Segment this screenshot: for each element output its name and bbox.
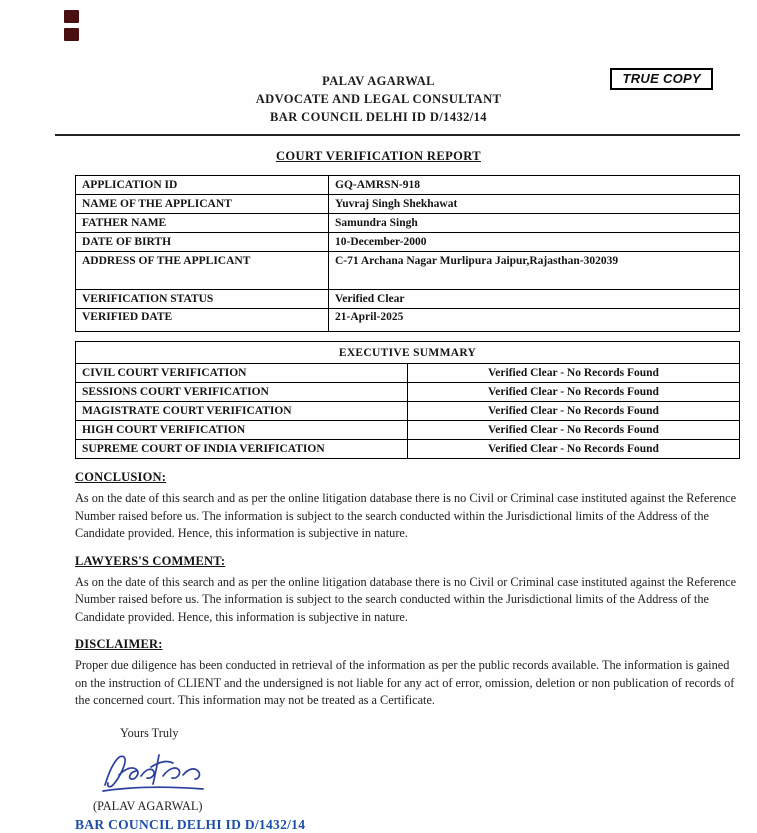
field-value: C-71 Archana Nagar Murlipura Jaipur,Rajasthan-302039 [329, 252, 740, 290]
verification-result: Verified Clear - No Records Found [408, 402, 740, 421]
verification-result: Verified Clear - No Records Found [408, 383, 740, 402]
verification-result: Verified Clear - No Records Found [408, 421, 740, 440]
field-label: DATE OF BIRTH [76, 233, 329, 252]
field-label: NAME OF THE APPLICANT [76, 195, 329, 214]
section-body: Proper due diligence has been conducted in retrieval of the information as per the public records available. The information is gained on the instruction of CLIENT and the undersigned is not liable for any act of error, omission, deletion or non publication of records of the concerned court. This information may not be treated as a Certificate. [75, 658, 735, 707]
verification-label: SESSIONS COURT VERIFICATION [76, 383, 408, 402]
document-body [75, 175, 740, 833]
report-title: COURT VERIFICATION REPORT [276, 149, 481, 164]
table-row [76, 252, 740, 290]
field-label: VERIFIED DATE [76, 309, 329, 332]
table-row [76, 421, 740, 440]
table-row [76, 195, 740, 214]
table-header-row [76, 342, 740, 364]
field-value: Verified Clear [329, 290, 740, 309]
section-body: As on the date of this search and as per the online litigation database there is no Civil or Criminal case instituted against the Reference Number raised before us. The information is subject to the search conducted within the Jurisdictional limits of the Address of the Candidate provided. Hence, this information is subjective in nature. [75, 491, 737, 541]
executive-summary-table [75, 341, 740, 459]
lawyers-comment-section [75, 554, 740, 626]
disclaimer-section [75, 637, 740, 709]
verification-result: Verified Clear - No Records Found [408, 440, 740, 459]
true-copy-stamp: TRUE COPY [610, 68, 713, 90]
letterhead-name: PALAV AGARWAL [322, 74, 435, 88]
letterhead [0, 0, 757, 126]
conclusion-section [75, 470, 740, 542]
field-value: Yuvraj Singh Shekhawat [329, 195, 740, 214]
closing-line: Yours Truly [120, 726, 179, 741]
table-row [76, 364, 740, 383]
table-row [76, 290, 740, 309]
verification-label: CIVIL COURT VERIFICATION [76, 364, 408, 383]
applicant-details-table [75, 175, 740, 332]
handwritten-signature [95, 745, 215, 797]
letterhead-bar-id: BAR COUNCIL DELHI ID D/1432/14 [270, 110, 487, 125]
field-value: GQ-AMRSN-918 [329, 176, 740, 195]
header-divider [55, 134, 740, 136]
table-row [76, 233, 740, 252]
scan-artifact-mark [64, 28, 79, 41]
scan-artifact-mark [64, 10, 79, 23]
field-label: VERIFICATION STATUS [76, 290, 329, 309]
field-value: 21-April-2025 [329, 309, 740, 332]
section-heading: LAWYERS'S COMMENT: [75, 553, 226, 568]
section-body: As on the date of this search and as per the online litigation database there is no Civil or Criminal case instituted against the Reference Number raised before us. The information is subject to the search conducted within the Jurisdictional limits of the Address of the Candidate provided. Hence, this information is subjective in nature. [75, 574, 737, 624]
signatory-bar-id: BAR COUNCIL DELHI ID D/1432/14 [75, 817, 306, 833]
table-row [76, 440, 740, 459]
table-row [76, 383, 740, 402]
table-row [76, 309, 740, 332]
field-value: 10-December-2000 [329, 233, 740, 252]
field-label: FATHER NAME [76, 214, 329, 233]
table-row [76, 402, 740, 421]
table-row [76, 214, 740, 233]
signatory-name: (PALAV AGARWAL) [93, 799, 203, 814]
verification-label: HIGH COURT VERIFICATION [76, 421, 408, 440]
table-row [76, 176, 740, 195]
section-heading: DISCLAIMER: [75, 637, 163, 652]
summary-title: EXECUTIVE SUMMARY [76, 342, 740, 364]
field-value: Samundra Singh [329, 214, 740, 233]
verification-label: MAGISTRATE COURT VERIFICATION [76, 402, 408, 421]
verification-result: Verified Clear - No Records Found [408, 364, 740, 383]
field-label: ADDRESS OF THE APPLICANT [76, 252, 329, 290]
letterhead-title: ADVOCATE AND LEGAL CONSULTANT [255, 92, 502, 107]
verification-label: SUPREME COURT OF INDIA VERIFICATION [76, 440, 408, 459]
field-label: APPLICATION ID [76, 176, 329, 195]
section-heading: CONCLUSION: [75, 470, 167, 485]
